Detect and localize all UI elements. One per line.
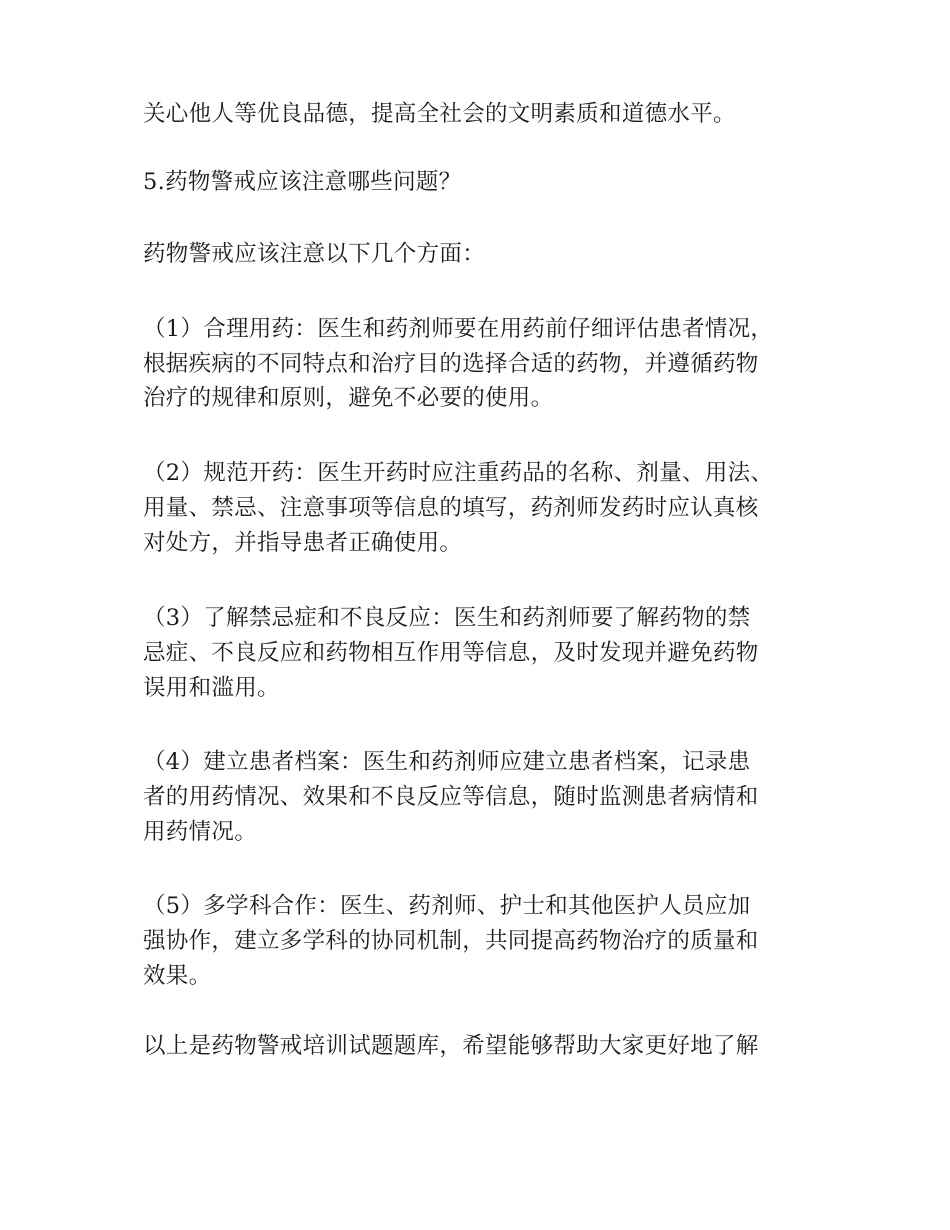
question-heading: 5.药物警戒应该注意哪些问题？ [143, 169, 462, 195]
list-item-1-line: 治疗的规律和原则，避免不必要的使用。 [143, 385, 554, 411]
list-item-3-line: 误用和滥用。 [143, 675, 280, 701]
list-item-1-line: （1）合理用药：医生和药剂师要在用药前仔细评估患者情况， [143, 316, 774, 342]
list-item-5-line: 强协作，建立多学科的协同机制，共同提高药物治疗的质量和 [143, 928, 759, 954]
list-item-5-line: （5）多学科合作：医生、药剂师、护士和其他医护人员应加 [143, 893, 751, 919]
paragraph-line: 以上是药物警戒培训试题题库，希望能够帮助大家更好地了解 [143, 1033, 759, 1059]
list-item-4-line: （4）建立患者档案：医生和药剂师应建立患者档案，记录患 [143, 749, 751, 775]
paragraph-line: 药物警戒应该注意以下几个方面： [143, 241, 486, 267]
list-item-2-line: 对处方，并指导患者正确使用。 [143, 530, 463, 556]
list-item-1-line: 根据疾病的不同特点和治疗目的选择合适的药物，并遵循药物 [143, 351, 759, 377]
list-item-3-line: （3）了解禁忌症和不良反应：医生和药剂师要了解药物的禁 [143, 605, 751, 631]
list-item-4-line: 者的用药情况、效果和不良反应等信息，随时监测患者病情和 [143, 784, 759, 810]
list-item-3-line: 忌症、不良反应和药物相互作用等信息，及时发现并避免药物 [143, 640, 759, 666]
list-item-2-line: 用量、禁忌、注意事项等信息的填写，药剂师发药时应认真核 [143, 495, 759, 521]
list-item-2-line: （2）规范开药：医生开药时应注重药品的名称、剂量、用法、 [143, 460, 774, 486]
list-item-5-line: 效果。 [143, 963, 212, 989]
paragraph-line: 关心他人等优良品德，提高全社会的文明素质和道德水平。 [143, 101, 736, 127]
list-item-4-line: 用药情况。 [143, 819, 258, 845]
